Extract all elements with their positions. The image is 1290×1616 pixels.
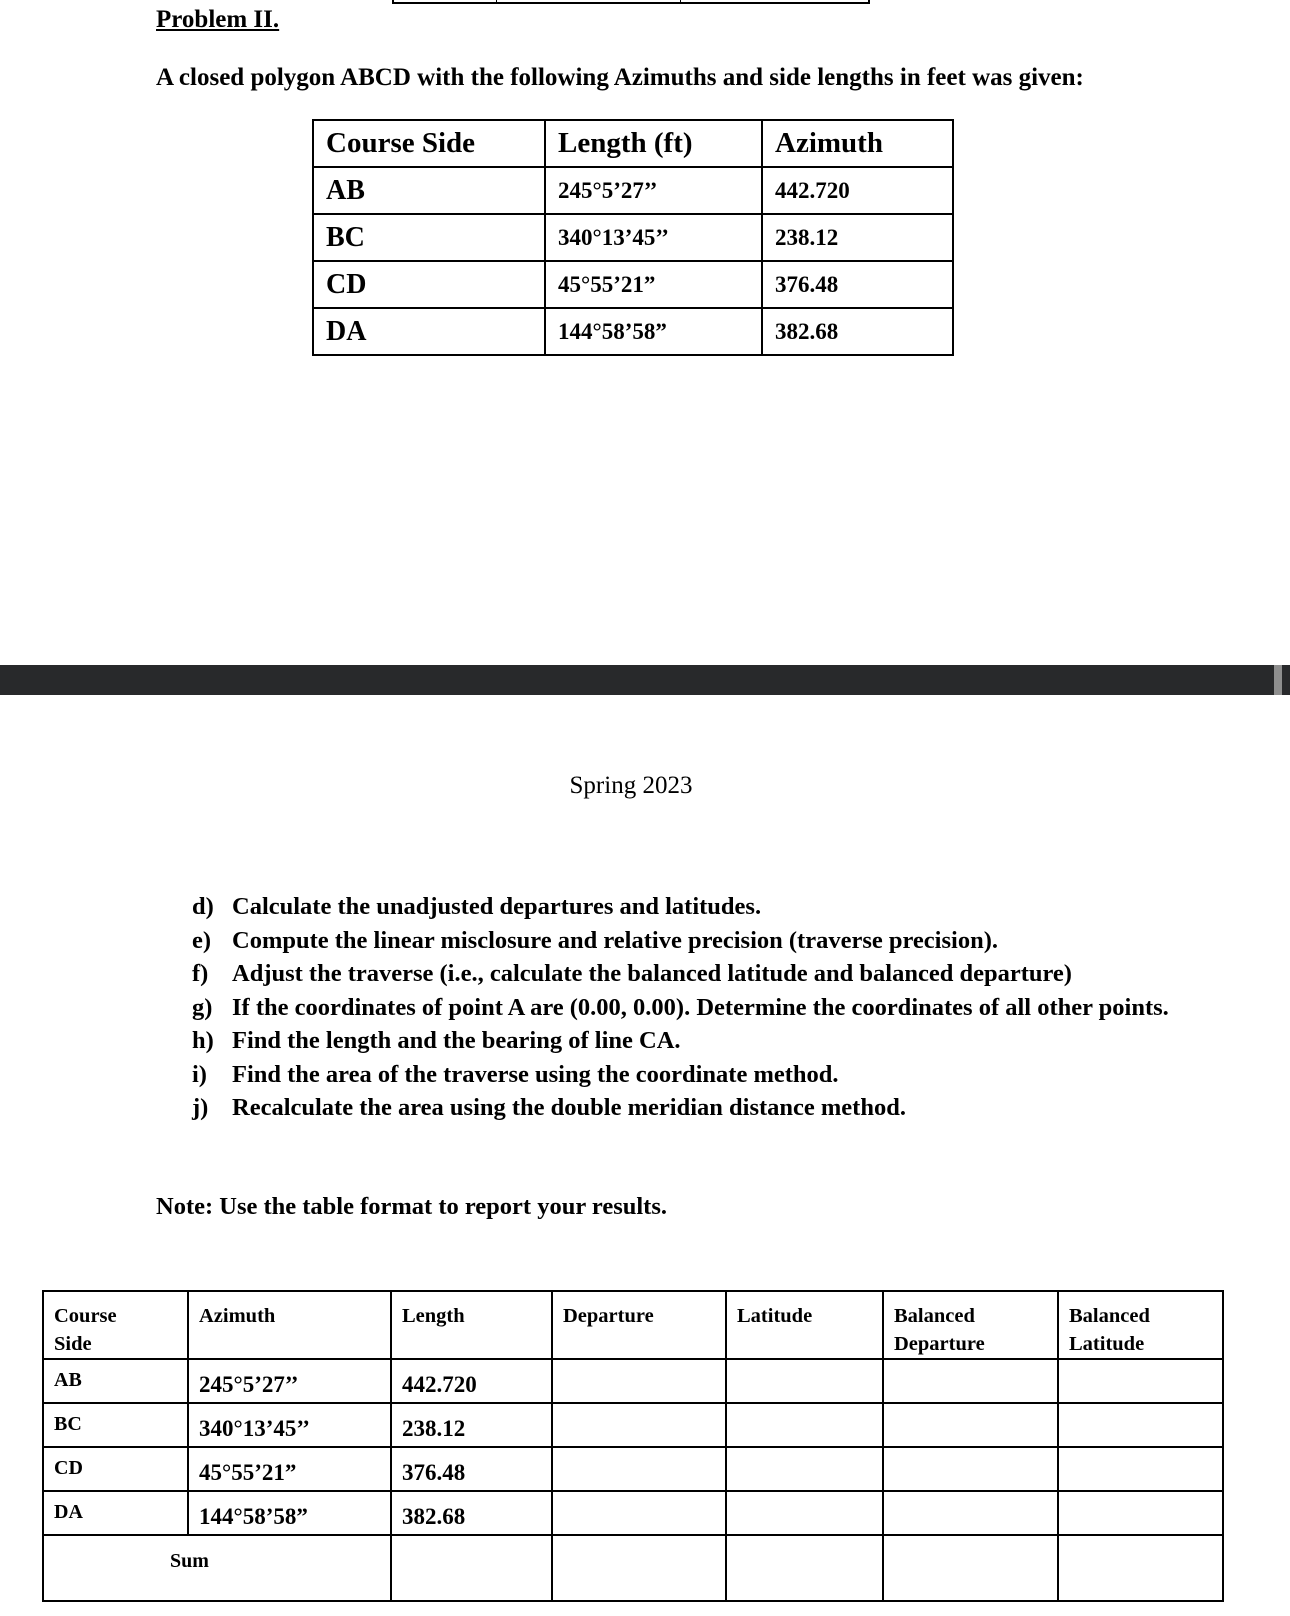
list-item <box>192 1024 1202 1058</box>
course-side-cell: AB <box>313 167 545 214</box>
note-text: Note: Use the table format to report your results. <box>156 1193 667 1220</box>
balanced-departure-cell[interactable] <box>883 1403 1058 1447</box>
intro-text: A closed polygon ABCD with the following Azimuths and side lengths in feet was given: <box>156 64 1084 91</box>
task-label: h) <box>192 1027 214 1054</box>
table-row <box>43 1447 1223 1491</box>
header-cell-length <box>391 1291 552 1359</box>
task-label: i) <box>192 1060 207 1088</box>
header-cell-azimuth <box>188 1291 391 1359</box>
header-cell: Azimuth <box>762 120 953 167</box>
sum-departure-cell[interactable] <box>552 1535 726 1601</box>
balanced-latitude-cell[interactable] <box>1058 1491 1223 1535</box>
sum-length-cell[interactable] <box>391 1535 552 1601</box>
balanced-latitude-cell[interactable] <box>1058 1359 1223 1403</box>
table-header-row <box>313 120 953 167</box>
header-line: Course <box>54 1305 117 1327</box>
task-text: Compute the linear misclosure and relative precision (traverse precision). <box>232 926 998 954</box>
azimuth-cell: 245°5’27’’ <box>188 1359 391 1403</box>
cropped-table-fragment <box>392 0 870 4</box>
course-side-cell: DA <box>43 1491 188 1535</box>
balanced-departure-cell[interactable] <box>883 1359 1058 1403</box>
header-cell: Course Side <box>313 120 545 167</box>
sum-label-cell <box>43 1535 391 1601</box>
length-cell: 238.12 <box>391 1403 552 1447</box>
azimuth-cell: 144°58’58” <box>188 1491 391 1535</box>
table-header-row <box>43 1291 1223 1359</box>
course-side-cell: DA <box>313 308 545 355</box>
header-cell-latitude <box>726 1291 883 1359</box>
length-cell: 340°13’45’’ <box>545 214 762 261</box>
header-line: Azimuth <box>199 1305 276 1327</box>
course-side-cell: CD <box>43 1447 188 1491</box>
header-cell-departure <box>552 1291 726 1359</box>
table-row <box>313 308 953 355</box>
semester-label: Spring 2023 <box>569 772 693 799</box>
table-row <box>313 261 953 308</box>
header-cell-balanced-departure <box>883 1291 1058 1359</box>
length-cell: 382.68 <box>391 1491 552 1535</box>
azimuth-cell: 238.12 <box>762 214 953 261</box>
task-text: Adjust the traverse (i.e., calculate the balanced latitude and balanced departure) <box>232 960 1072 987</box>
course-side-cell: AB <box>43 1359 188 1403</box>
latitude-cell[interactable] <box>726 1491 883 1535</box>
azimuth-cell: 340°13’45’’ <box>188 1403 391 1447</box>
latitude-cell[interactable] <box>726 1447 883 1491</box>
header-cell-balanced-latitude <box>1058 1291 1223 1359</box>
table-row <box>43 1403 1223 1447</box>
sum-row <box>43 1535 1223 1601</box>
balanced-latitude-cell[interactable] <box>1058 1447 1223 1491</box>
balanced-latitude-cell[interactable] <box>1058 1403 1223 1447</box>
header-line: Departure <box>563 1305 654 1327</box>
course-side-cell: CD <box>313 261 545 308</box>
task-label: g) <box>192 993 213 1021</box>
list-item <box>192 1058 1202 1092</box>
task-label: d) <box>192 893 214 920</box>
task-text: Recalculate the area using the double meridian distance method. <box>232 1094 906 1121</box>
course-side-cell: BC <box>313 214 545 261</box>
azimuth-cell: 45°55’21” <box>188 1447 391 1491</box>
header-line: Length <box>402 1305 465 1327</box>
azimuth-cell: 382.68 <box>762 308 953 355</box>
task-text: Find the length and the bearing of line CA. <box>232 1027 681 1054</box>
balanced-departure-cell[interactable] <box>883 1447 1058 1491</box>
azimuth-cell: 376.48 <box>762 261 953 308</box>
departure-cell[interactable] <box>552 1403 726 1447</box>
balanced-departure-cell[interactable] <box>883 1491 1058 1535</box>
header-line: Balanced <box>1069 1305 1150 1327</box>
latitude-cell[interactable] <box>726 1359 883 1403</box>
sum-balanced-departure-cell[interactable] <box>883 1535 1058 1601</box>
task-label: e) <box>192 926 212 954</box>
task-label: j) <box>192 1094 209 1121</box>
list-item <box>192 1091 1202 1125</box>
header-line: Departure <box>894 1333 985 1355</box>
task-text: Calculate the unadjusted departures and latitudes. <box>232 893 762 920</box>
scrollbar-thumb[interactable] <box>1274 665 1282 695</box>
list-item <box>192 991 1202 1025</box>
table-row <box>313 167 953 214</box>
task-text: Find the area of the traverse using the coordinate method. <box>232 1060 839 1088</box>
table-row <box>43 1491 1223 1535</box>
list-item <box>192 890 1202 924</box>
header-line: Latitude <box>737 1305 813 1327</box>
course-side-cell: BC <box>43 1403 188 1447</box>
latitude-cell[interactable] <box>726 1403 883 1447</box>
task-label: f) <box>192 960 209 987</box>
task-list <box>192 890 1202 1125</box>
length-cell: 45°55’21” <box>545 261 762 308</box>
task-text: If the coordinates of point A are (0.00, 0.00). Determine the coordinates of all other points. <box>232 993 1169 1021</box>
problem-title: Problem II. <box>156 6 280 33</box>
header-cell: Length (ft) <box>545 120 762 167</box>
sum-latitude-cell[interactable] <box>726 1535 883 1601</box>
departure-cell[interactable] <box>552 1447 726 1491</box>
header-line: Latitude <box>1069 1333 1145 1355</box>
page-divider-bar <box>0 665 1290 695</box>
header-line: Balanced <box>894 1305 975 1327</box>
length-cell: 144°58’58” <box>545 308 762 355</box>
header-cell-course-side <box>43 1291 188 1359</box>
sum-balanced-latitude-cell[interactable] <box>1058 1535 1223 1601</box>
results-table <box>42 1290 1224 1602</box>
length-cell: 245°5’27’’ <box>545 167 762 214</box>
given-data-table <box>312 119 954 356</box>
azimuth-cell: 442.720 <box>762 167 953 214</box>
departure-cell[interactable] <box>552 1359 726 1403</box>
header-line: Side <box>54 1333 92 1355</box>
list-item <box>192 957 1202 991</box>
list-item <box>192 924 1202 958</box>
sum-label: Sum <box>170 1550 209 1572</box>
table-row <box>313 214 953 261</box>
length-cell: 376.48 <box>391 1447 552 1491</box>
length-cell: 442.720 <box>391 1359 552 1403</box>
table-row <box>43 1359 1223 1403</box>
departure-cell[interactable] <box>552 1491 726 1535</box>
